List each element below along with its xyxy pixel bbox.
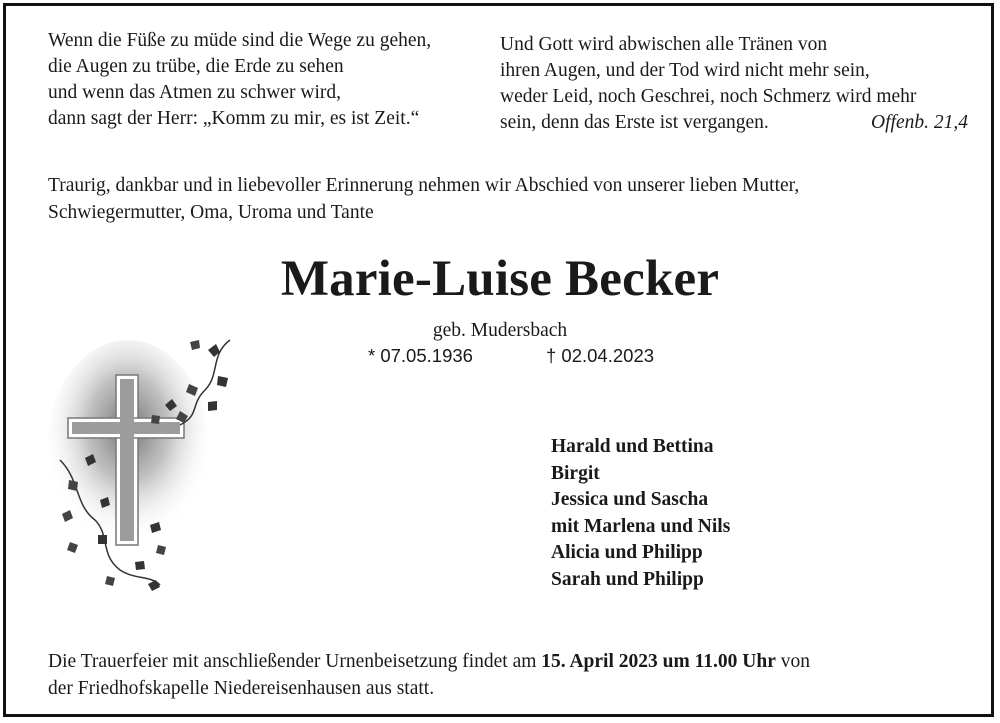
intro-text <box>48 172 968 226</box>
intro-line: Traurig, dankbar und in liebevoller Erinnerung nehmen wir Abschied von unserer lieben Mutter, <box>48 175 800 196</box>
birth-date: * 07.05.1936 <box>368 345 473 366</box>
family-member: Harald und Bettina <box>551 436 714 457</box>
ceremony-date-time: 15. April 2023 um 11.00 Uhr <box>541 651 776 672</box>
cross-with-ivy-icon <box>40 330 250 600</box>
maiden-name: geb. Mudersbach <box>432 320 568 341</box>
ceremony-line-1 <box>48 648 968 675</box>
verse-right-line: sein, denn das Erste ist vergangen. <box>500 112 769 133</box>
family-member: Jessica und Sascha <box>551 489 709 510</box>
family-member: mit Marlena und Nils <box>551 515 731 537</box>
ceremony-line-2: der Friedhofskapelle Niedereisenhausen aus statt. <box>48 678 435 699</box>
family-list <box>551 434 730 593</box>
verse-left-line: dann sagt der Herr: „Komm zu mir, es ist Zeit.“ <box>48 108 420 129</box>
verse-right-line: Und Gott wird abwischen alle Tränen von <box>500 34 828 55</box>
ceremony-text: Die Trauerfeier mit anschließender Urnenbeisetzung findet am <box>48 651 542 672</box>
verse-left <box>48 28 488 132</box>
verse-right-line: weder Leid, noch Geschrei, noch Schmerz wird mehr <box>500 86 917 107</box>
verse-right-last-line <box>500 110 968 136</box>
verse-right <box>500 32 968 136</box>
intro-line: Schwiegermutter, Oma, Uroma und Tante <box>48 202 374 223</box>
death-date: † 02.04.2023 <box>546 345 655 366</box>
family-member: Alicia und Philipp <box>551 542 703 563</box>
verse-left-line: Wenn die Füße zu müde sind die Wege zu gehen, <box>48 30 432 51</box>
deceased-name: Marie-Luise Becker <box>280 251 720 307</box>
ceremony-notice <box>48 648 968 702</box>
family-member: Sarah und Philipp <box>551 568 704 590</box>
bible-reference: Offenb. 21,4 <box>871 112 968 133</box>
family-member: Birgit <box>551 462 600 484</box>
verse-right-line: ihren Augen, und der Tod wird nicht mehr sein, <box>500 60 870 81</box>
verse-left-line: und wenn das Atmen zu schwer wird, <box>48 82 341 103</box>
verse-left-line: die Augen zu trübe, die Erde zu sehen <box>48 56 344 77</box>
ceremony-text: von <box>775 651 810 672</box>
